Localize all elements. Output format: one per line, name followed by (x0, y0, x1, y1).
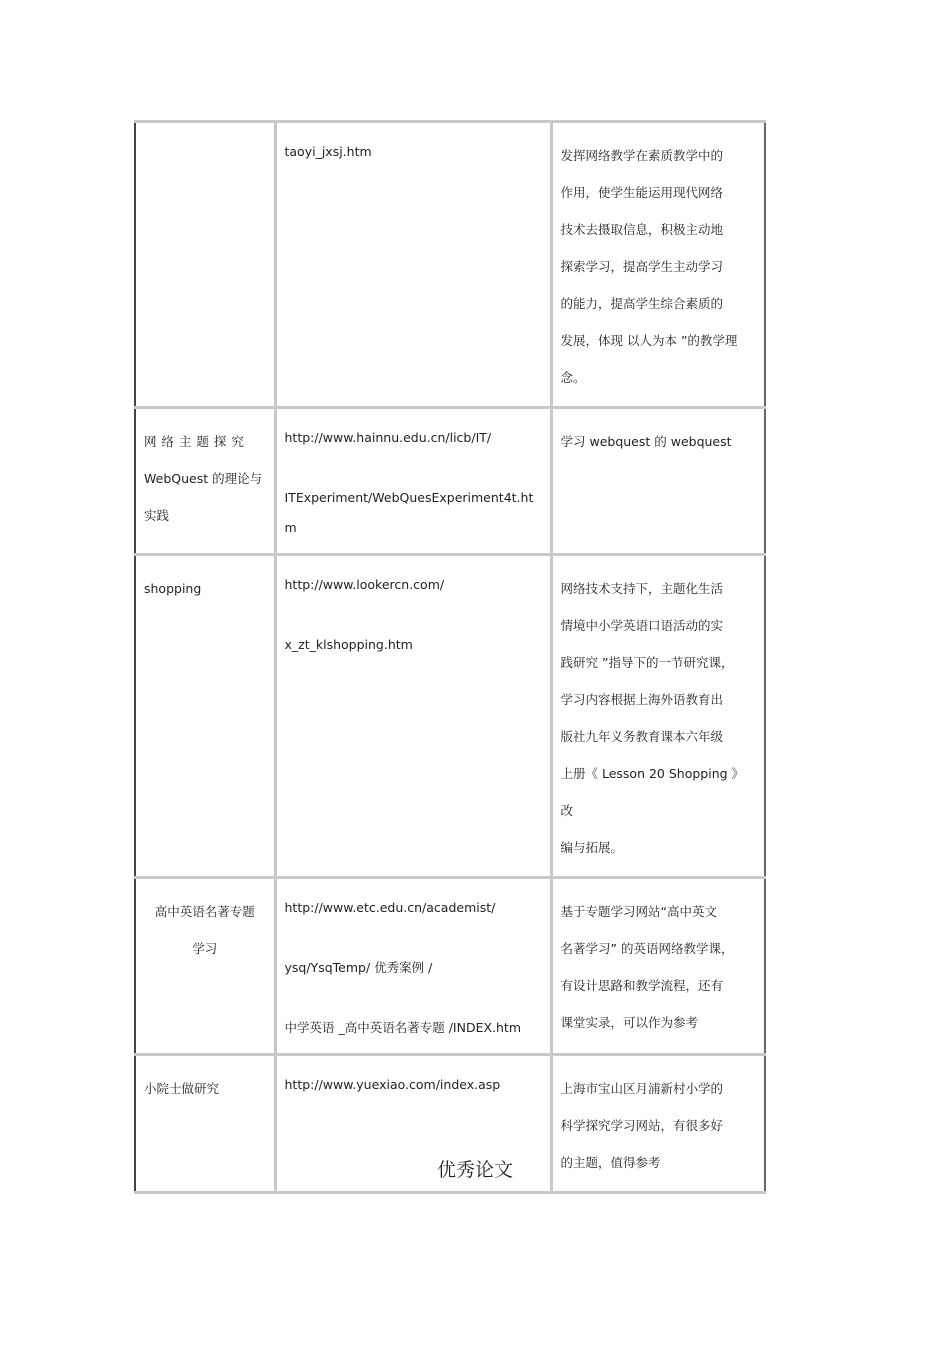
description-line: 作用，使学生能运用现代网络 (560, 185, 724, 200)
description-cell (551, 878, 765, 1055)
description-line: 科学探究学习网站，有很多好 (560, 1118, 724, 1133)
table-row (135, 408, 765, 555)
url-text: taoyi_jxsj.htm (284, 144, 372, 159)
url-cell (275, 555, 551, 878)
topic-line: shopping (144, 581, 202, 596)
url-cell (275, 122, 551, 408)
topic-cell (135, 878, 275, 1055)
description-line: 的能力，提高学生综合素质的 (560, 296, 724, 311)
url-cell (275, 408, 551, 555)
description-line: 上海市宝山区月浦新村小学的 (560, 1081, 724, 1096)
table-row (135, 122, 765, 408)
description-line: 学习内容根据上海外语教育出 (560, 692, 724, 707)
topic-line: 小院士做研究 (144, 1081, 220, 1096)
description-line: 课堂实录，可以作为参考 (560, 1015, 699, 1030)
topic-line: 高中英语名著专题 (154, 904, 255, 919)
description-line: 的主题，值得参考 (560, 1155, 661, 1170)
url-text: x_zt_klshopping.htm (284, 637, 413, 652)
url-text: http://www.hainnu.edu.cn/licb/IT/ (284, 430, 492, 445)
url-text: http://www.lookercn.com/ (284, 577, 445, 592)
topic-line: WebQuest 的理论与 (144, 471, 263, 486)
table-row (135, 878, 765, 1055)
topic-line: 学习 (192, 941, 218, 956)
description-line: 版社九年义务教育课本六年级 (560, 729, 724, 744)
description-line: 探索学习，提高学生主动学习 (560, 259, 724, 274)
url-text: http://www.yuexiao.com/index.asp (284, 1077, 501, 1092)
url-text: 中学英语 _高中英语名著专题 /INDEX.htm (284, 1020, 522, 1035)
description-line: 念。 (560, 370, 586, 385)
topic-cell (135, 408, 275, 555)
description-line: 基于专题学习网站“高中英文 (560, 904, 717, 919)
url-text: http://www.etc.edu.cn/academist/ (284, 900, 496, 915)
description-line: 发挥网络教学在素质教学中的 (560, 148, 724, 163)
topic-line: 网 络 主 题 探 究 (144, 434, 245, 449)
url-text: ITExperiment/WebQuesExperiment4t.htm (284, 490, 534, 535)
description-line: 编与拓展。 (560, 840, 624, 855)
description-line: 上册《 Lesson 20 Shopping 》改 (560, 766, 745, 818)
table-row (135, 555, 765, 878)
description-cell (551, 122, 765, 408)
description-line: 网络技术支持下，主题化生活 (560, 581, 724, 596)
topic-line: 实践 (144, 508, 170, 523)
description-cell (551, 408, 765, 555)
url-cell (275, 878, 551, 1055)
description-line: 情境中小学英语口语活动的实 (560, 618, 724, 633)
topic-cell (135, 555, 275, 878)
description-line: 践研究 ”指导下的一节研究课， (560, 655, 734, 670)
description-line: 有设计思路和教学流程，还有 (560, 978, 724, 993)
topic-cell (135, 122, 275, 408)
page-footer: 优秀论文 (436, 1159, 513, 1181)
url-text: ysq/YsqTemp/ 优秀案例 / (284, 960, 433, 975)
description-line: 技术去摄取信息，积极主动地 (560, 222, 724, 237)
resource-table (134, 120, 766, 1194)
description-line: 学习 webquest 的 webquest (560, 434, 732, 449)
description-cell (551, 555, 765, 878)
description-line: 名著学习” 的英语网络教学课， (560, 941, 734, 956)
description-line: 发展，体现 以人为本 ”的教学理 (560, 333, 738, 348)
